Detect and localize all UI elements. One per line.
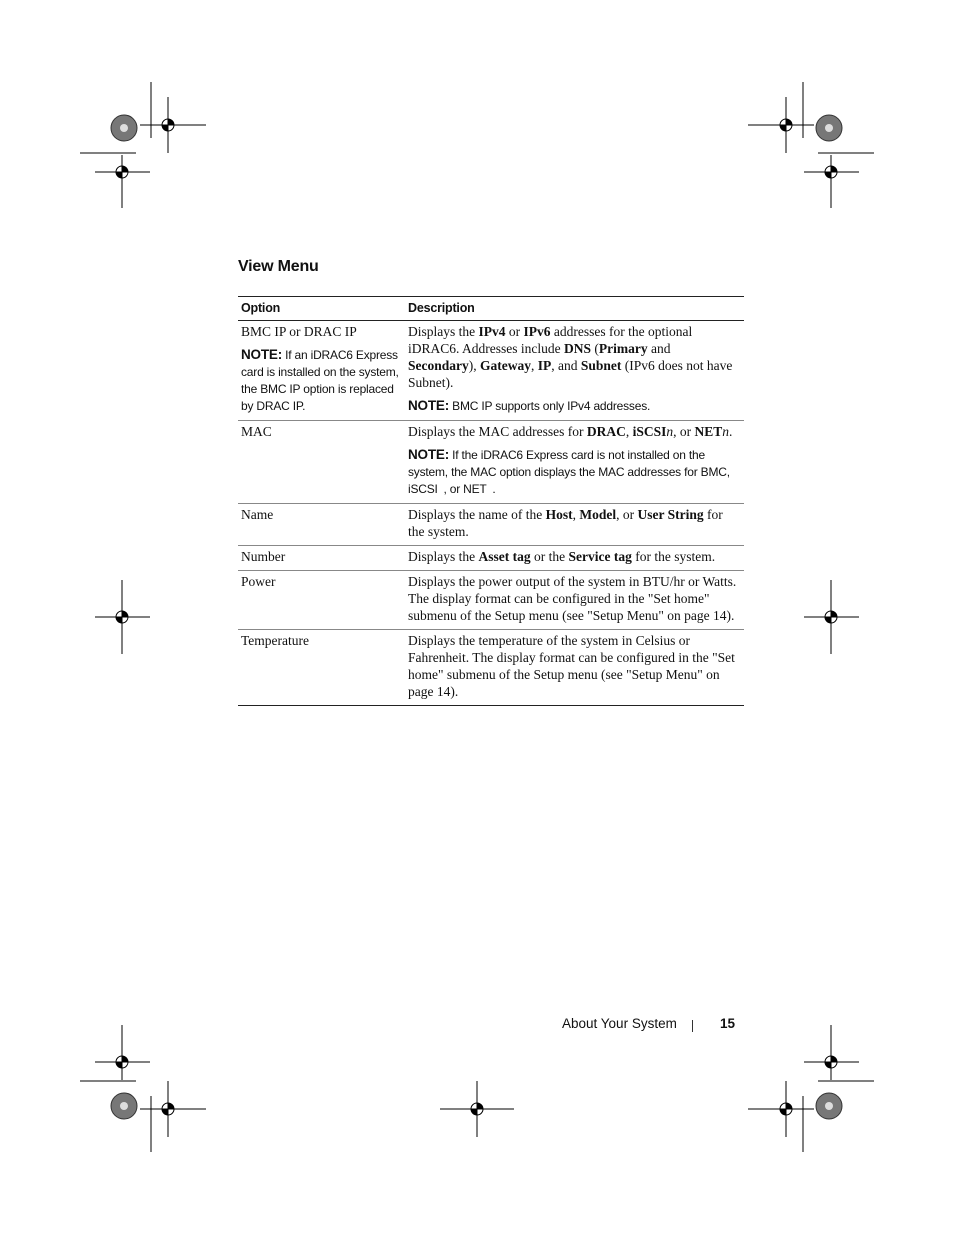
- header-description: Description: [405, 297, 744, 321]
- description-cell: Displays the Asset tag or the Service tag for the system.: [405, 546, 744, 571]
- description-text: Displays the MAC addresses for DRAC, iSCSIn, or NETn.: [408, 424, 733, 439]
- option-note: NOTE: If an iDRAC6 Express card is installed on the system, the BMC IP option is replaced by DRAC IP.: [241, 347, 399, 413]
- page-number: 15: [720, 1016, 736, 1031]
- table-row: [238, 504, 744, 546]
- footer-section-title: About Your System: [562, 1016, 677, 1031]
- footer-divider: [692, 1020, 693, 1032]
- table-row: [238, 571, 744, 630]
- description-cell: Displays the temperature of the system in Celsius or Fahrenheit. The display format can be configured in the "Set home" submenu of the Setup menu (see "Setup Menu" on page 14).: [405, 630, 744, 706]
- option-cell: Power: [238, 571, 405, 630]
- description-cell: Displays the name of the Host, Model, or User String for the system.: [405, 504, 744, 546]
- description-text: Displays the IPv4 or IPv6 addresses for the optional iDRAC6. Addresses include DNS (Primary and Secondary), Gateway, IP, and Subnet (IPv6 does not have Subnet).: [408, 324, 733, 390]
- description-note: NOTE: If the iDRAC6 Express card is not installed on the system, the MAC option displays the MAC addresses for BMC, iSCSI , or NET .: [408, 447, 730, 496]
- option-cell: Number: [238, 546, 405, 571]
- description-cell: Displays the power output of the system in BTU/hr or Watts. The display format can be configured in the "Set home" submenu of the Setup menu (see "Setup Menu" on page 14).: [405, 571, 744, 630]
- description-note: NOTE: BMC IP supports only IPv4 addresses.: [408, 398, 651, 413]
- section-title: View Menu: [238, 258, 319, 275]
- option-cell: [238, 321, 405, 421]
- description-cell: [405, 421, 744, 504]
- option-label: BMC IP or DRAC IP: [241, 324, 357, 339]
- table-row: [238, 630, 744, 706]
- table-row: [238, 421, 744, 504]
- option-cell: Temperature: [238, 630, 405, 706]
- view-menu-table: [238, 296, 744, 706]
- header-option: Option: [238, 297, 405, 321]
- option-cell: Name: [238, 504, 405, 546]
- option-cell: MAC: [238, 421, 405, 504]
- table-row: [238, 321, 744, 421]
- description-cell: [405, 321, 744, 421]
- table-row: [238, 546, 744, 571]
